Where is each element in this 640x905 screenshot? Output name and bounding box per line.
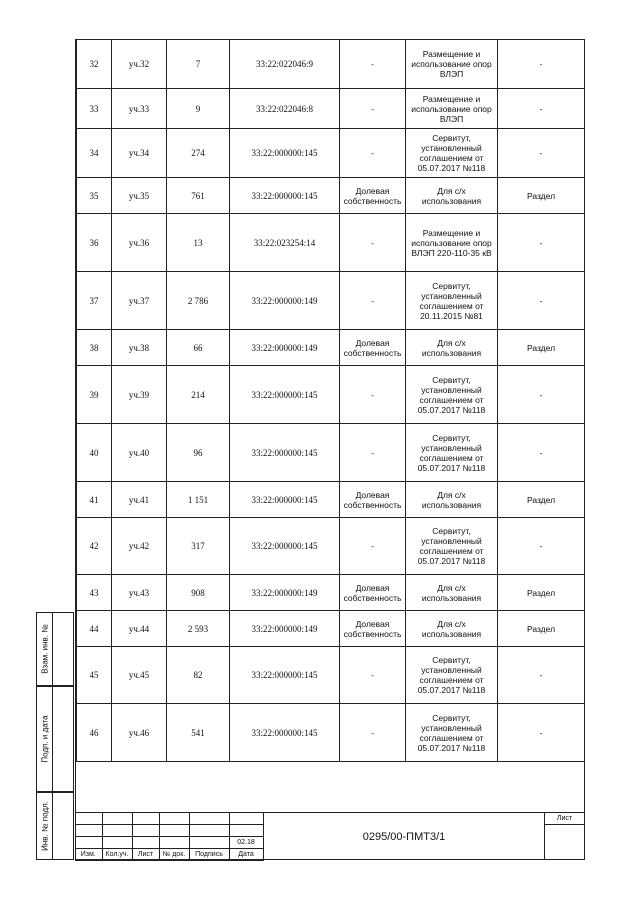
plot-area-cell: 96 (167, 424, 230, 482)
row-number-cell: 40 (77, 424, 112, 482)
plot-area-cell: 761 (167, 178, 230, 214)
header-izm: Изм. (75, 849, 102, 861)
ownership-cell: Долевая собственность (340, 575, 406, 611)
revision-grid (75, 813, 264, 861)
row-number-cell: 34 (77, 129, 112, 178)
plot-area-cell: 2 786 (167, 272, 230, 330)
plot-id-cell: уч.37 (112, 272, 167, 330)
margin-label-cell (37, 687, 53, 791)
cadastral-number-cell: 33:22:000000:145 (230, 178, 340, 214)
table-row (77, 482, 585, 518)
ownership-cell: - (340, 129, 406, 178)
sheet-box (545, 813, 584, 860)
plot-id-cell: уч.43 (112, 575, 167, 611)
revision-row (75, 813, 263, 825)
note-cell: - (498, 272, 585, 330)
document-code: 0295/00-ПМТ3/1 (263, 813, 545, 860)
row-number-cell: 35 (77, 178, 112, 214)
table-row (77, 330, 585, 366)
land-use-cell: Для с/х использования (406, 575, 498, 611)
note-cell: - (498, 518, 585, 575)
row-number-cell: 45 (77, 647, 112, 704)
plot-id-cell: уч.42 (112, 518, 167, 575)
row-number-cell: 32 (77, 40, 112, 89)
row-number-cell: 37 (77, 272, 112, 330)
ownership-cell: - (340, 89, 406, 129)
header-date: Дата (229, 849, 263, 861)
plot-area-cell: 66 (167, 330, 230, 366)
plot-id-cell: уч.32 (112, 40, 167, 89)
cadastral-number-cell: 33:22:000000:149 (230, 611, 340, 647)
land-use-cell: Для с/х использования (406, 482, 498, 518)
cadastral-number-cell: 33:22:000000:145 (230, 704, 340, 762)
cadastral-number-cell: 33:22:000000:145 (230, 482, 340, 518)
note-cell: - (498, 129, 585, 178)
table-row (77, 214, 585, 272)
cadastral-number-cell: 33:22:000000:145 (230, 129, 340, 178)
table-row (77, 40, 585, 89)
plot-id-cell: уч.40 (112, 424, 167, 482)
header-kol-uch: Кол.уч. (102, 849, 132, 861)
plot-area-cell: 2 593 (167, 611, 230, 647)
note-cell: - (498, 424, 585, 482)
header-list: Лист (132, 849, 159, 861)
plot-area-cell: 9 (167, 89, 230, 129)
cadastral-number-cell: 33:22:022046:9 (230, 40, 340, 89)
land-use-cell: Сервитут, установленный соглашением от 05.07.2017 №118 (406, 704, 498, 762)
ownership-cell: - (340, 40, 406, 89)
table-row (77, 611, 585, 647)
plot-area-cell: 274 (167, 129, 230, 178)
note-cell: - (498, 704, 585, 762)
land-use-cell: Размещение и использование опор ВЛЭП (406, 89, 498, 129)
table-row (77, 575, 585, 611)
note-cell: Раздел (498, 330, 585, 366)
note-cell: - (498, 89, 585, 129)
plot-id-cell: уч.34 (112, 129, 167, 178)
revision-header-row (75, 849, 263, 861)
plot-id-cell: уч.35 (112, 178, 167, 214)
ownership-cell: - (340, 366, 406, 424)
cadastral-number-cell: 33:22:000000:149 (230, 330, 340, 366)
plot-area-cell: 908 (167, 575, 230, 611)
cadastral-number-cell: 33:22:000000:145 (230, 518, 340, 575)
plot-area-cell: 13 (167, 214, 230, 272)
row-number-cell: 41 (77, 482, 112, 518)
margin-inv-replace (36, 612, 74, 686)
cadastral-number-cell: 33:22:023254:14 (230, 214, 340, 272)
plot-id-cell: уч.45 (112, 647, 167, 704)
plot-id-cell: уч.39 (112, 366, 167, 424)
row-number-cell: 39 (77, 366, 112, 424)
ownership-cell: - (340, 704, 406, 762)
plot-id-cell: уч.41 (112, 482, 167, 518)
table-row (77, 647, 585, 704)
date-value: 02.18 (229, 837, 263, 849)
plot-id-cell: уч.46 (112, 704, 167, 762)
revision-row (75, 825, 263, 837)
header-doc-num: № док. (159, 849, 189, 861)
cadastral-number-cell: 33:22:000000:145 (230, 424, 340, 482)
table-body (77, 40, 585, 762)
plot-area-cell: 7 (167, 40, 230, 89)
land-use-cell: Сервитут, установленный соглашением от 05.07.2017 №118 (406, 647, 498, 704)
ownership-cell: Долевая собственность (340, 611, 406, 647)
plot-id-cell: уч.44 (112, 611, 167, 647)
ownership-cell: - (340, 424, 406, 482)
table-row (77, 424, 585, 482)
margin-label-inv-orig: Инв. № подл. (40, 801, 49, 851)
land-use-cell: Для с/х использования (406, 330, 498, 366)
note-cell: - (498, 647, 585, 704)
plot-area-cell: 1 151 (167, 482, 230, 518)
margin-value-cell (53, 613, 75, 685)
land-use-cell: Сервитут, установленный соглашением от 05.07.2017 №118 (406, 424, 498, 482)
cadastral-number-cell: 33:22:000000:145 (230, 366, 340, 424)
note-cell: Раздел (498, 482, 585, 518)
margin-label-cell (37, 793, 53, 859)
table-row (77, 518, 585, 575)
margin-label-sign-date: Подп. и дата (40, 715, 49, 763)
land-use-cell: Размещение и использование опор ВЛЭП 220-110-35 кВ (406, 214, 498, 272)
note-cell: - (498, 366, 585, 424)
ownership-cell: Долевая собственность (340, 482, 406, 518)
land-use-cell: Сервитут, установленный соглашением от 05.07.2017 №118 (406, 518, 498, 575)
margin-label-inv-replace: Взам. инв. № (40, 624, 49, 674)
note-cell: - (498, 214, 585, 272)
land-use-cell: Сервитут, установленный соглашением от 05.07.2017 №118 (406, 129, 498, 178)
table-row (77, 178, 585, 214)
land-use-cell: Размещение и использование опор ВЛЭП (406, 40, 498, 89)
row-number-cell: 38 (77, 330, 112, 366)
note-cell: Раздел (498, 611, 585, 647)
row-number-cell: 44 (77, 611, 112, 647)
table-row (77, 272, 585, 330)
cadastral-number-cell: 33:22:000000:149 (230, 575, 340, 611)
plot-id-cell: уч.33 (112, 89, 167, 129)
plot-id-cell: уч.36 (112, 214, 167, 272)
plot-area-cell: 214 (167, 366, 230, 424)
revision-row (75, 837, 263, 849)
cadastral-number-cell: 33:22:022046:8 (230, 89, 340, 129)
row-number-cell: 42 (77, 518, 112, 575)
land-use-cell: Для с/х использования (406, 611, 498, 647)
plot-id-cell: уч.38 (112, 330, 167, 366)
cadastral-number-cell: 33:22:000000:149 (230, 272, 340, 330)
table-row (77, 704, 585, 762)
land-use-cell: Для с/х использования (406, 178, 498, 214)
margin-inv-orig (36, 792, 74, 860)
plot-area-cell: 317 (167, 518, 230, 575)
ownership-cell: Долевая собственность (340, 330, 406, 366)
margin-sign-date (36, 686, 74, 792)
ownership-cell: - (340, 647, 406, 704)
title-block (75, 812, 585, 860)
note-cell: Раздел (498, 575, 585, 611)
note-cell: - (498, 40, 585, 89)
plot-area-cell: 82 (167, 647, 230, 704)
table-row (77, 89, 585, 129)
land-use-cell: Сервитут, установленный соглашением от 05.07.2017 №118 (406, 366, 498, 424)
row-number-cell: 46 (77, 704, 112, 762)
land-use-cell: Сервитут, установленный соглашением от 20.11.2015 №81 (406, 272, 498, 330)
plot-area-cell: 541 (167, 704, 230, 762)
ownership-cell: Долевая собственность (340, 178, 406, 214)
row-number-cell: 43 (77, 575, 112, 611)
cadastral-number-cell: 33:22:000000:145 (230, 647, 340, 704)
ownership-cell: - (340, 214, 406, 272)
table-row (77, 366, 585, 424)
margin-value-cell (53, 687, 75, 791)
row-number-cell: 36 (77, 214, 112, 272)
margin-label-cell (37, 613, 53, 685)
table-row (77, 129, 585, 178)
ownership-cell: - (340, 518, 406, 575)
land-plots-table (76, 39, 585, 762)
header-signature: Подпись (189, 849, 229, 861)
note-cell: Раздел (498, 178, 585, 214)
ownership-cell: - (340, 272, 406, 330)
row-number-cell: 33 (77, 89, 112, 129)
sheet-label: Лист (545, 813, 584, 825)
margin-value-cell (53, 793, 75, 859)
